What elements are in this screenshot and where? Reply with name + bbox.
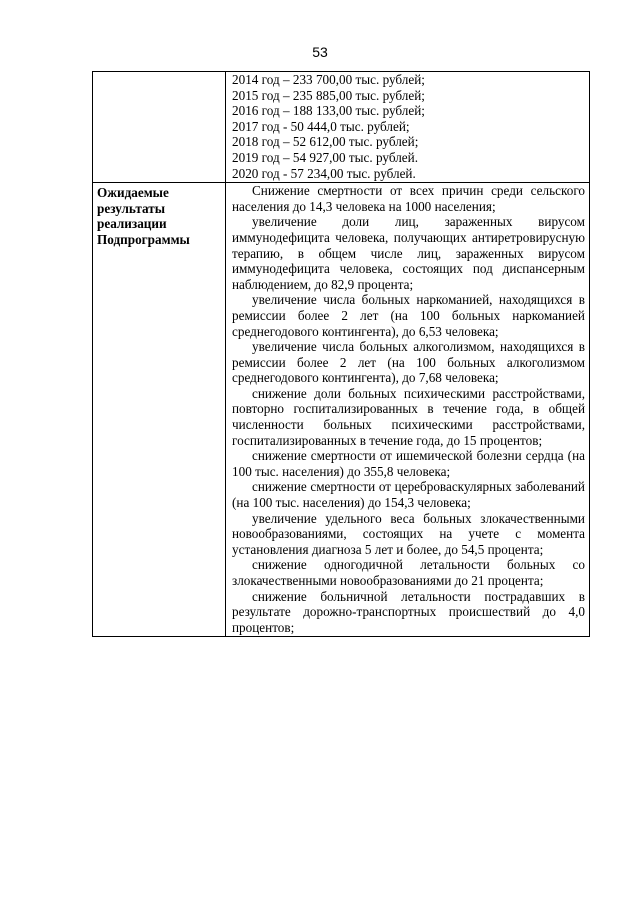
funding-line-2019: 2019 год – 54 927,00 тыс. рублей. (232, 149, 418, 165)
result-item-drug-addiction-remission: увеличение числа больных наркоманией, находящихся в ремиссии более 2 лет (на 100 больных наркоманией среднегодового контингента), до 6,53 человека; (232, 292, 585, 339)
funding-line-2017: 2017 год - 50 444,0 тыс. рублей; (232, 118, 410, 134)
expected-results-label-cell (93, 183, 226, 637)
funding-line-2020: 2020 год - 57 234,00 тыс. рублей. (232, 165, 416, 181)
result-item-alcoholism-remission: увеличение числа больных алкоголизмом, находящихся в ремиссии более 2 лет (на 100 больных алкоголизмом среднегодового контингента), до 7,68 человека; (232, 339, 585, 386)
expected-results-row (93, 183, 590, 637)
result-item-cancer-five-year-share: увеличение удельного веса больных злокачественными новообразованиями, состоящих на учете с момента установления диагноза 5 лет и более, до 54,5 процента; (232, 510, 585, 557)
program-passport-table (92, 71, 590, 637)
funding-row (93, 72, 590, 183)
page-number: 53 (312, 44, 328, 60)
result-item-rural-mortality: Снижение смертности от всех причин среди сельского населения до 14,3 человека на 1000 населения; (232, 183, 585, 214)
funding-line-2015: 2015 год – 235 885,00 тыс. рублей; (232, 87, 425, 103)
result-item-hiv-therapy: увеличение доли лиц, зараженных вирусом иммунодефицита человека, получающих антиретровирусную терапию, в общем числе лиц, зараженных вирусом иммунодефицита человека, состоящих под диспансерным наблюдением, до 82,9 процента; (232, 214, 585, 292)
funding-values-cell (226, 72, 590, 183)
expected-results-label: Ожидаемые результаты реализации Подпрограммы (97, 185, 190, 247)
funding-line-2014: 2014 год – 233 700,00 тыс. рублей; (232, 72, 425, 87)
result-item-cancer-one-year-mortality: снижение одногодичной летальности больных со злокачественными новообразованиями до 21 процента; (232, 557, 585, 588)
result-item-psychiatric-rehospitalization: снижение доли больных психическими расстройствами, повторно госпитализированных в течение года, в общей численности больных психическими расстройствами, госпитализированных в течение года, до 15 процентов; (232, 385, 585, 448)
result-item-road-accident-hospital-mortality: снижение больничной летальности пострадавших в результате дорожно-транспортных происшествий до 4,0 процентов; (232, 588, 585, 635)
result-item-ischemic-heart-mortality: снижение смертности от ишемической болезни сердца (на 100 тыс. населения) до 355,8 человека; (232, 448, 585, 479)
funding-label-cell (93, 72, 226, 183)
expected-results-cell (226, 183, 590, 637)
funding-line-2018: 2018 год – 52 612,00 тыс. рублей; (232, 134, 419, 150)
funding-line-2016: 2016 год – 188 133,00 тыс. рублей; (232, 103, 425, 119)
result-item-cerebrovascular-mortality: снижение смертности от цереброваскулярных заболеваний (на 100 тыс. населения) до 154,3 человека; (232, 479, 585, 511)
